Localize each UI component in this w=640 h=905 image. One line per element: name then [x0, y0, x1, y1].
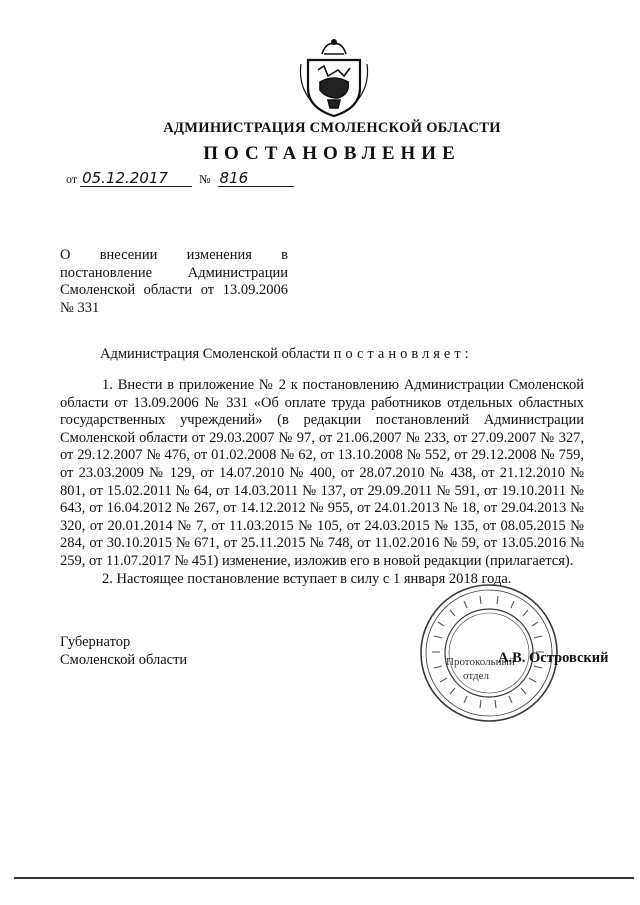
date-prefix: от: [66, 172, 78, 186]
signer-position: [60, 634, 187, 669]
stamp-label-line: отдел: [463, 670, 489, 682]
registration-line: [66, 170, 294, 187]
decree-paragraph: 1. Внести в приложение № 2 к постановлению Администрации Смоленской области от 13.09.2006 № 331 «Об оплате труда работников отдельных областных государственных учреждений» (в редакции постановлений Администрации Смоленской области от 29.03.2007 № 97, от 21.06.2007 № 233, от 27.09.2007 № 327, от 29.12.2007 № 476, от 01.02.2008 № 62, от 13.10.2008 № 552, от 29.12.2008 № 759, от 23.03.2009 № 129, от 14.07.2010 № 400, от 28.07.2010 № 438, от 21.12.2010 № 801, от 15.02.2011 № 64, от 14.03.2011 № 137, от 29.09.2011 № 591, от 19.10.2011 № 643, от 16.04.2012 № 267, от 14.12.2012 № 955, от 24.01.2013 № 18, от 29.04.2013 № 320, от 20.01.2014 № 7, от 11.03.2015 № 105, от 24.03.2015 № 135, от 08.05.2015 № 284, от 30.10.2015 № 671, от 25.11.2015 № 748, от 11.02.2016 № 59, от 13.05.2016 № 259, от 11.07.2017 № 451) изменение, изложив его в новой редакции (прилагается).: [60, 377, 584, 569]
subject-line: № 331: [60, 299, 100, 316]
decree-intro: [100, 346, 473, 363]
signer-position-line: Губернатор: [60, 634, 131, 650]
stamp-label-line: Протокольный: [446, 656, 515, 668]
document-type-title: ПОСТАНОВЛЕНИЕ: [203, 143, 461, 164]
organization-title: АДМИНИСТРАЦИЯ СМОЛЕНСКОЙ ОБЛАСТИ: [163, 120, 501, 136]
decree-body: [60, 377, 584, 588]
subject-line: Смоленской области от 13.09.2006: [60, 282, 288, 298]
subject-line: постановление Администрации: [60, 264, 288, 281]
subject-line: О внесении изменения в: [60, 247, 288, 263]
signer-name: А.В. Островский: [498, 650, 609, 666]
decree-paragraph: 2. Настоящее постановление вступает в силу с 1 января 2018 года.: [102, 570, 512, 587]
signer-position-line: Смоленской области: [60, 651, 188, 668]
coat-of-arms-emblem: [298, 36, 370, 120]
stamp-label: [446, 655, 515, 683]
footer-rule: [14, 877, 634, 879]
subject-block: [60, 247, 288, 317]
number-prefix: №: [199, 172, 211, 186]
handwritten-date: 05.12.2017: [80, 170, 192, 187]
handwritten-number: 816: [218, 170, 294, 187]
intro-text: Администрация Смоленской области: [100, 346, 330, 362]
intro-action: постановляет:: [333, 346, 473, 362]
